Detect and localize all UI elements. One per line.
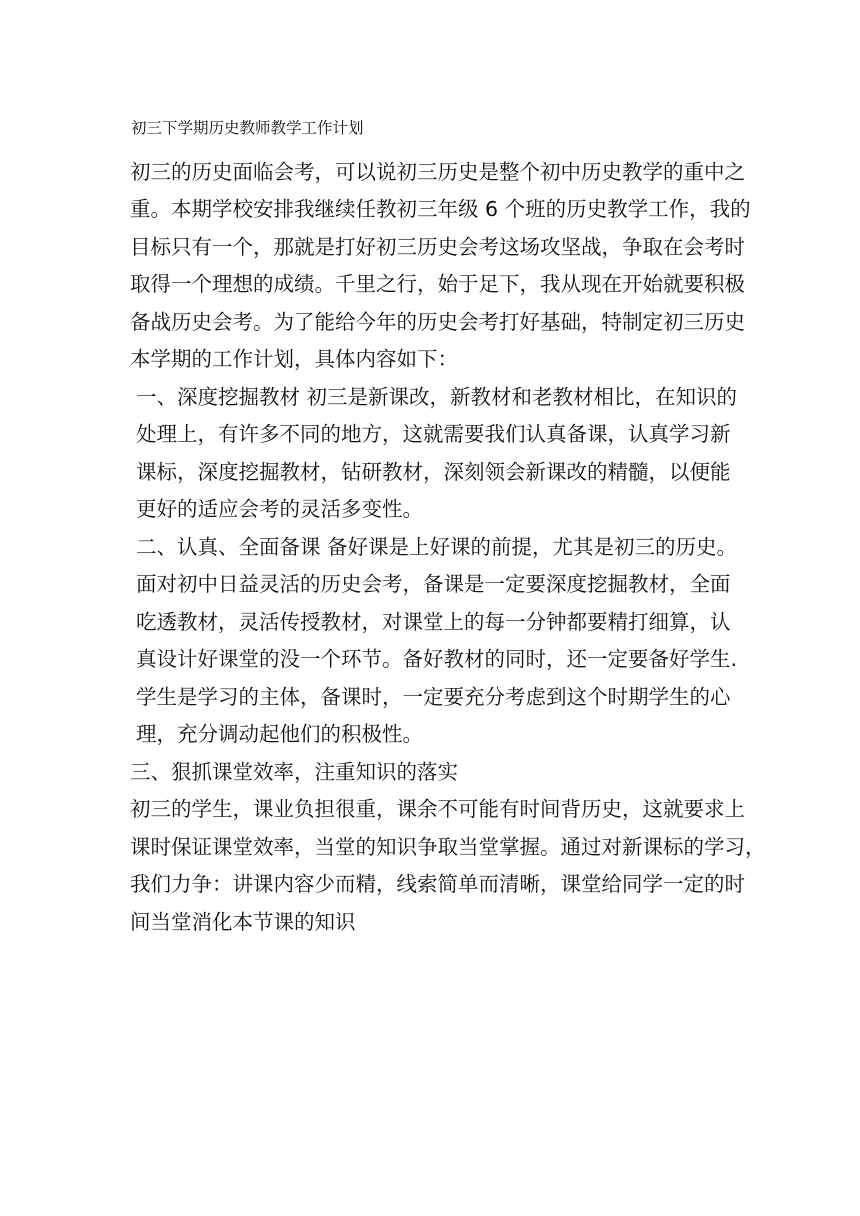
paragraph-line: 备战历史会考。为了能给今年的历史会考打好基础，特制定初三历史	[130, 310, 745, 334]
paragraph-line: 一、深度挖掘教材 初三是新课改，新教材和老教材相比，在知识的	[136, 385, 738, 409]
paragraph-line: 理，充分调动起他们的积极性。	[136, 722, 423, 746]
paragraph-line: 我们力争：讲课内容少而精，线索简单而清晰，课堂给同学一定的时	[130, 872, 745, 896]
paragraph-line: 课标，深度挖掘教材，钻研教材，深刻领会新课改的精髓，以便能	[136, 460, 731, 484]
paragraph-line: 吃透教材，灵活传授教材，对课堂上的每一分钟都要精打细算，认	[136, 610, 731, 634]
paragraph-line: 目标只有一个，那就是打好初三历史会考这场攻坚战，争取在会考时	[130, 235, 745, 259]
paragraph-line: 间当堂消化本节课的知识	[130, 910, 356, 934]
paragraph-line: 真设计好课堂的没一个环节。备好教材的同时，还一定要备好学生.	[136, 647, 738, 671]
paragraph-line: 课时保证课堂效率，当堂的知识争取当堂掌握。通过对新课标的学习，	[130, 835, 766, 859]
paragraph-line: 重。本期学校安排我继续任教初三年级 6 个班的历史教学工作，我的	[130, 197, 751, 221]
paragraph-line: 初三的历史面临会考，可以说初三历史是整个初中历史教学的重中之	[130, 160, 745, 184]
paragraph-line: 二、认真、全面备课 备好课是上好课的前提，尤其是初三的历史。	[136, 535, 738, 559]
document-title: 初三下学期历史教师教学工作计划	[131, 119, 364, 137]
paragraph-line: 取得一个理想的成绩。千里之行，始于足下，我从现在开始就要积极	[130, 272, 745, 296]
paragraph-line: 更好的适应会考的灵活多变性。	[136, 497, 423, 521]
paragraph-line: 本学期的工作计划，具体内容如下：	[130, 347, 458, 371]
section-heading: 三、狠抓课堂效率，注重知识的落实	[130, 760, 458, 784]
paragraph-line: 初三的学生，课业负担很重，课余不可能有时间背历史，这就要求上	[130, 797, 745, 821]
paragraph-line: 学生是学习的主体，备课时，一定要充分考虑到这个时期学生的心	[136, 685, 731, 709]
paragraph-line: 面对初中日益灵活的历史会考，备课是一定要深度挖掘教材，全面	[136, 572, 731, 596]
paragraph-line: 处理上，有许多不同的地方，这就需要我们认真备课，认真学习新	[136, 422, 731, 446]
